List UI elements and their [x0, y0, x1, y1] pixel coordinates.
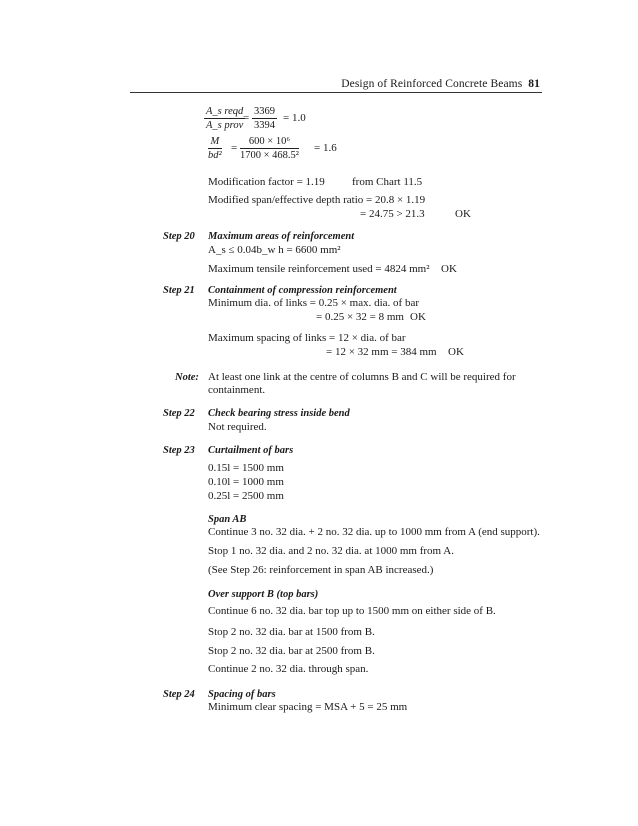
- support-b-line1: Continue 6 no. 32 dia. bar top up to 1500 mm on either side of B.: [208, 605, 496, 617]
- span-ab-line2: Stop 1 no. 32 dia. and 2 no. 32 dia. at 1000 mm from A.: [208, 545, 454, 557]
- page-number: 81: [528, 78, 540, 90]
- step22-title: Check bearing stress inside bend: [208, 408, 350, 419]
- ratio1-rhs-num: 3369: [254, 106, 275, 117]
- note-line2: containment.: [208, 384, 266, 396]
- ratio2-rhs-num: 600 × 10⁶: [240, 136, 299, 149]
- step21-line1: Minimum dia. of links = 0.25 × max. dia. of bar: [208, 297, 419, 309]
- span-ab-line3: (See Step 26: reinforcement in span AB increased.): [208, 564, 434, 576]
- header-title: Design of Reinforced Concrete Beams: [341, 78, 523, 90]
- step24-line1: Minimum clear spacing = MSA + 5 = 25 mm: [208, 701, 408, 713]
- step21-label: Step 21: [163, 285, 195, 296]
- modified-ratio-line1: Modified span/effective depth ratio = 20.8 × 1.19: [208, 194, 426, 206]
- ok-mark: OK: [410, 311, 426, 323]
- ratio1-rhs: [252, 106, 277, 131]
- step21-line4: = 12 × 32 mm = 384 mm: [326, 346, 437, 358]
- span-ab-title: Span AB: [208, 514, 247, 525]
- ratio2-rhs-den: 1700 × 468.5²: [240, 150, 299, 161]
- ratio1-rhs-den: 3394: [254, 120, 275, 131]
- step22-label: Step 22: [163, 408, 195, 419]
- ratio1-lhs-num: A_s reqd: [206, 106, 244, 117]
- eq-sign: =: [231, 142, 238, 154]
- step20-title: Maximum areas of reinforcement: [208, 231, 355, 242]
- ratio1-lhs: [204, 106, 245, 131]
- ok-mark: OK: [448, 346, 464, 358]
- step20-line1: A_s ≤ 0.04b_w h = 6600 mm²: [208, 244, 341, 256]
- step22-line1: Not required.: [208, 421, 267, 433]
- curtailment-length-2: 0.10l = 1000 mm: [208, 476, 284, 488]
- modification-factor: Modification factor = 1.19: [208, 176, 325, 188]
- ratio2-lhs-den: bd²: [208, 150, 222, 161]
- step20-line2: Maximum tensile reinforcement used = 4824 mm²: [208, 263, 430, 275]
- step21-title: Containment of compression reinforcement: [208, 285, 397, 296]
- step21-line3: Maximum spacing of links = 12 × dia. of bar: [208, 332, 406, 344]
- ratio2-lhs: [208, 136, 222, 161]
- support-b-line4: Continue 2 no. 32 dia. through span.: [208, 663, 369, 675]
- step21-line2: = 0.25 × 32 = 8 mm: [316, 311, 404, 323]
- ratio1-lhs-den: A_s prov: [206, 120, 244, 131]
- ratio2-result: = 1.6: [314, 142, 337, 154]
- ok-mark: OK: [455, 208, 471, 220]
- step24-title: Spacing of bars: [208, 689, 276, 700]
- ratio2-lhs-num: M: [208, 136, 222, 149]
- step23-label: Step 23: [163, 445, 195, 456]
- running-header: [0, 78, 540, 90]
- curtailment-length-1: 0.15l = 1500 mm: [208, 462, 284, 474]
- step24-label: Step 24: [163, 689, 195, 700]
- curtailment-length-3: 0.25l = 2500 mm: [208, 490, 284, 502]
- step20-label: Step 20: [163, 231, 195, 242]
- support-b-title: Over support B (top bars): [208, 589, 319, 600]
- span-ab-line1: Continue 3 no. 32 dia. + 2 no. 32 dia. up to 1000 mm from A (end support).: [208, 526, 540, 538]
- ok-mark: OK: [441, 263, 457, 275]
- support-b-line3: Stop 2 no. 32 dia. bar at 2500 from B.: [208, 645, 375, 657]
- ratio2-rhs: [240, 136, 299, 161]
- step23-title: Curtailment of bars: [208, 445, 294, 456]
- modified-ratio-line2: = 24.75 > 21.3: [360, 208, 425, 220]
- modification-ref: from Chart 11.5: [352, 176, 423, 188]
- header-rule: [130, 92, 542, 93]
- note-line1: At least one link at the centre of columns B and C will be required for: [208, 371, 516, 383]
- note-label: Note:: [175, 372, 199, 383]
- ratio1-result: = 1.0: [283, 112, 306, 124]
- eq-sign: =: [243, 112, 250, 124]
- support-b-line2: Stop 2 no. 32 dia. bar at 1500 from B.: [208, 626, 375, 638]
